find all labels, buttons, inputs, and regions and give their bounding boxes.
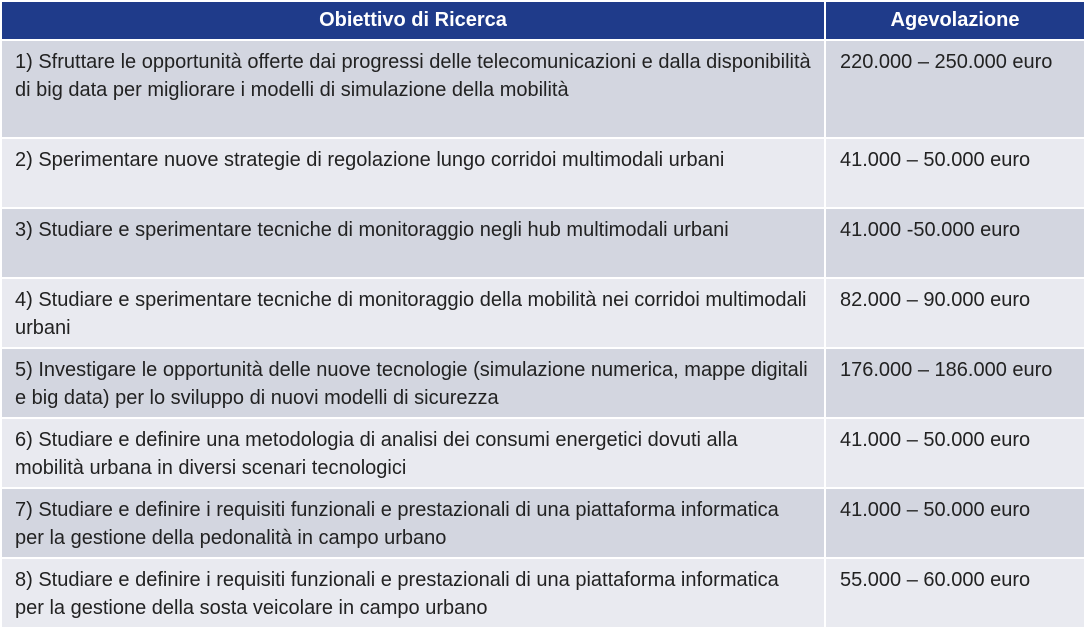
funding-cell: 41.000 – 50.000 euro — [825, 418, 1084, 488]
objective-cell: 4) Studiare e sperimentare tecniche di monitoraggio della mobilità nei corridoi multimodali urbani — [2, 278, 825, 348]
funding-cell: 176.000 – 186.000 euro — [825, 348, 1084, 418]
funding-cell: 220.000 – 250.000 euro — [825, 40, 1084, 138]
table-row — [2, 278, 1084, 348]
objective-cell: 6) Studiare e definire una metodologia di analisi dei consumi energetici dovuti alla mobilità urbana in diversi scenari tecnologici — [2, 418, 825, 488]
funding-cell: 41.000 – 50.000 euro — [825, 138, 1084, 208]
table-row — [2, 40, 1084, 138]
objective-cell: 8) Studiare e definire i requisiti funzionali e prestazionali di una piattaforma informatica per la gestione della sosta veicolare in campo urbano — [2, 558, 825, 628]
objective-cell: 2) Sperimentare nuove strategie di regolazione lungo corridoi multimodali urbani — [2, 138, 825, 208]
table-row — [2, 138, 1084, 208]
funding-cell: 41.000 – 50.000 euro — [825, 488, 1084, 558]
table-row — [2, 418, 1084, 488]
header-objective: Obiettivo di Ricerca — [2, 2, 825, 40]
funding-cell: 55.000 – 60.000 euro — [825, 558, 1084, 628]
table-row — [2, 348, 1084, 418]
objective-cell: 3) Studiare e sperimentare tecniche di monitoraggio negli hub multimodali urbani — [2, 208, 825, 278]
funding-cell: 41.000 -50.000 euro — [825, 208, 1084, 278]
header-funding: Agevolazione — [825, 2, 1084, 40]
table-row — [2, 488, 1084, 558]
table-row — [2, 208, 1084, 278]
table-header-row — [2, 2, 1084, 40]
objective-cell: 1) Sfruttare le opportunità offerte dai progressi delle telecomunicazioni e dalla disponibilità di big data per migliorare i modelli di simulazione della mobilità — [2, 40, 825, 138]
objective-cell: 5) Investigare le opportunità delle nuove tecnologie (simulazione numerica, mappe digitali e big data) per lo sviluppo di nuovi modelli di sicurezza — [2, 348, 825, 418]
objective-cell: 7) Studiare e definire i requisiti funzionali e prestazionali di una piattaforma informatica per la gestione della pedonalità in campo urbano — [2, 488, 825, 558]
funding-cell: 82.000 – 90.000 euro — [825, 278, 1084, 348]
research-funding-table — [2, 2, 1084, 629]
table-row — [2, 558, 1084, 628]
